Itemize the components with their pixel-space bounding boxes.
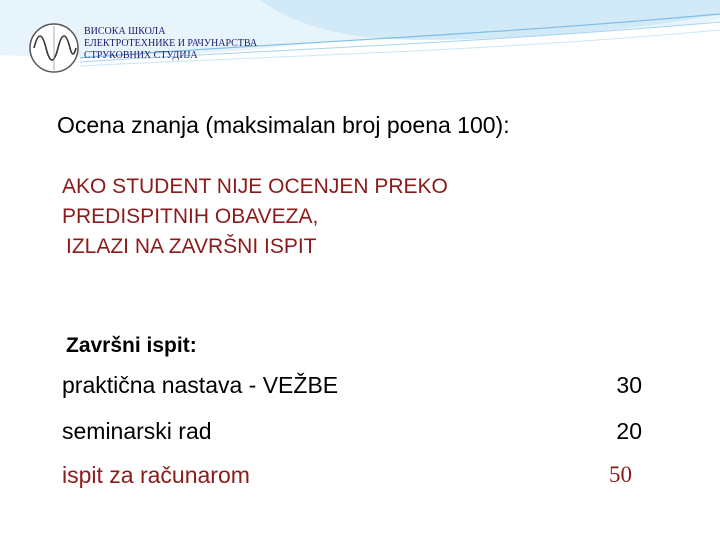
final-exam-heading: Završni ispit: — [66, 334, 197, 357]
rule-line-2: PREDISPITNIH OBAVEZA, — [62, 205, 319, 228]
score-label: ispit za računarom — [62, 462, 250, 488]
score-points: 20 — [616, 418, 642, 444]
school-name-line-3: СТРУКОВНИХ СТУДИЈА — [84, 50, 198, 61]
rule-line-3: IZLAZI NA ZAVRŠNI ISPIT — [66, 235, 317, 258]
school-logo-icon — [28, 22, 80, 74]
score-label: seminarski rad — [62, 418, 212, 444]
page-title: Ocena znanja (maksimalan broj poena 100): — [57, 112, 510, 138]
score-row-practical — [62, 372, 642, 408]
score-points: 30 — [616, 372, 642, 398]
score-row-computer-exam — [62, 462, 642, 498]
school-name-line-2: ЕЛЕКТРОТЕХНИКЕ И РАЧУНАРСТВА — [84, 38, 258, 49]
school-name-line-1: ВИСОКА ШКОЛА — [84, 26, 166, 37]
school-name — [84, 26, 257, 62]
exam-rule-text — [62, 172, 448, 262]
rule-line-1: AKO STUDENT NIJE OCENJEN PREKO — [62, 175, 448, 198]
score-row-seminar — [62, 418, 642, 454]
score-label: praktična nastava - VEŽBE — [62, 372, 339, 398]
score-points: 50 — [609, 462, 632, 487]
